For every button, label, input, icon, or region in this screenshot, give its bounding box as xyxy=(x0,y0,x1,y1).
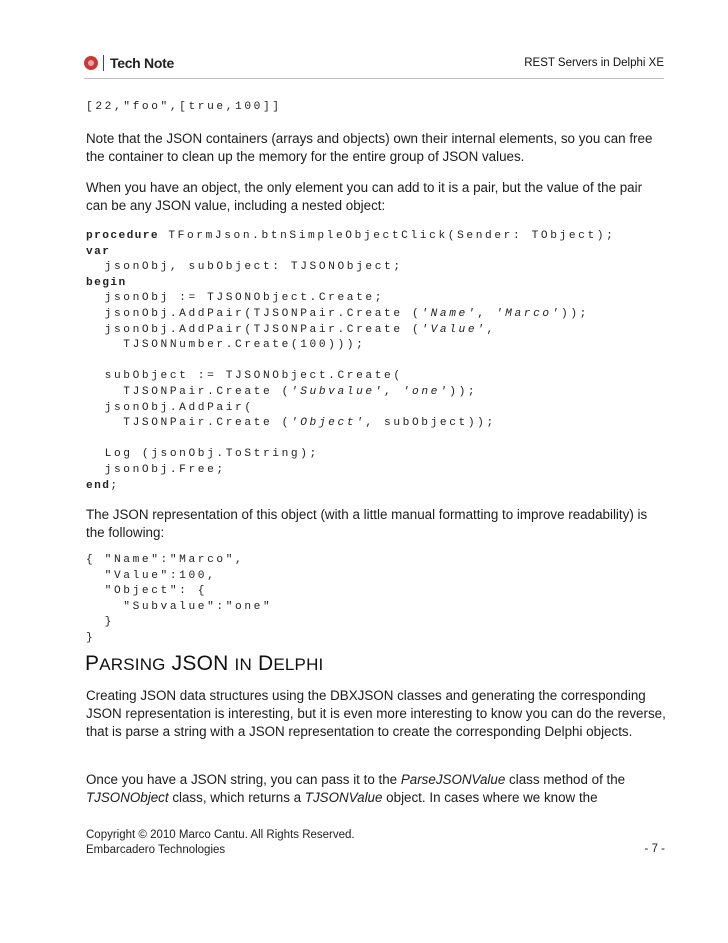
code-line: , subObject)); xyxy=(365,417,496,430)
code-line: jsonObj.AddPair(TJSONPair.Create ( xyxy=(86,307,422,320)
embarcadero-logo-icon xyxy=(84,56,98,70)
code-line: Log (jsonObj.ToString); xyxy=(86,448,319,461)
code-line: jsonObj, subObject: TJSONObject; xyxy=(86,261,403,274)
footer-copyright: Copyright © 2010 Marco Cantu. All Rights Reserved. xyxy=(86,829,355,841)
code-line: jsonObj := TJSONObject.Create; xyxy=(86,292,385,305)
logo-text: Tech Note xyxy=(110,55,174,71)
paragraph-json-representation: The JSON representation of this object (with a little manual formatting to improve readability) is the following: xyxy=(86,507,648,540)
paragraph-parsing-intro: Creating JSON data structures using the DBXJSON classes and generating the corresponding JSON representation is interesting, but it is even more interesting to know you can do the reverse, that is parse a string with a JSON representation to create the corresponding Delphi objects. xyxy=(86,688,666,739)
heading-part: ELPHI xyxy=(273,655,324,674)
code-string: 'Name' xyxy=(421,307,478,320)
heading-part: D xyxy=(257,652,274,675)
code-line: ; xyxy=(110,479,120,492)
text-run: Once you have a JSON string, you can pass it to the xyxy=(86,772,401,787)
page-header xyxy=(84,52,664,76)
code-string: 'Subvalue' xyxy=(290,385,385,398)
code-string: 'Object' xyxy=(290,417,366,430)
code-procedure-example xyxy=(86,229,666,494)
text-run: class method of the xyxy=(505,772,626,787)
page-number: - 7 - xyxy=(644,843,665,855)
code-line: TJSONPair.Create ( xyxy=(86,385,291,398)
italic-term: TJSONValue xyxy=(304,790,383,805)
paragraph-parse-json-value xyxy=(86,771,666,807)
code-line: , xyxy=(486,323,496,336)
header-divider xyxy=(84,78,664,79)
code-line: jsonObj.AddPair(TJSONPair.Create ( xyxy=(86,323,422,336)
code-line: TJSONPair.Create ( xyxy=(86,417,291,430)
paragraph-container-ownership: Note that the JSON containers (arrays and objects) own their internal elements, so you can free the container to clean up the memory for the entire group of JSON values. xyxy=(86,131,653,164)
code-string: 'Marco' xyxy=(495,307,562,320)
code-line: jsonObj.AddPair( xyxy=(86,401,254,414)
heading-part: P xyxy=(85,652,100,675)
code-keyword: var xyxy=(86,245,111,258)
code-line: TJSONNumber.Create(100))); xyxy=(86,339,366,352)
heading-part: ARSING xyxy=(99,655,166,674)
code-line: , xyxy=(477,307,496,320)
heading-part: IN xyxy=(234,655,252,674)
code-keyword: procedure xyxy=(86,230,160,242)
code-line: TFormJson.btnSimpleObjectClick(Sender: TObject); xyxy=(159,230,616,242)
logo-divider xyxy=(103,55,104,71)
code-keyword: end xyxy=(86,479,111,492)
code-string: 'one' xyxy=(402,385,450,398)
code-line: jsonObj.Free; xyxy=(86,463,226,476)
page-footer xyxy=(86,828,666,857)
code-line: )); xyxy=(561,307,589,320)
italic-term: TJSONObject xyxy=(86,790,169,805)
text-run: object. In cases where we know the xyxy=(382,790,598,805)
italic-term: ParseJSONValue xyxy=(400,772,506,787)
code-line: , xyxy=(384,385,403,398)
section-heading xyxy=(85,652,323,676)
document-title: REST Servers in Delphi XE xyxy=(524,57,664,69)
code-line: subObject := TJSONObject.Create( xyxy=(86,370,403,383)
paragraph-object-pairs: When you have an object, the only element you can add to it is a pair, but the value of the pair can be any JSON value, including a nested object: xyxy=(86,180,643,213)
footer-company: Embarcadero Technologies xyxy=(86,843,226,856)
code-string: 'Value' xyxy=(421,323,487,336)
code-line: )); xyxy=(449,385,478,398)
heading-part: JSON xyxy=(171,652,229,675)
tech-note-logo xyxy=(84,55,174,71)
code-json-output: { "Name":"Marco", "Value":100, "Object": { "Subvalue":"one" } } xyxy=(86,554,273,644)
code-keyword: begin xyxy=(86,276,127,289)
code-array-example: [22,"foo",[true,100]] xyxy=(86,101,282,113)
text-run: class, which returns a xyxy=(168,790,305,805)
